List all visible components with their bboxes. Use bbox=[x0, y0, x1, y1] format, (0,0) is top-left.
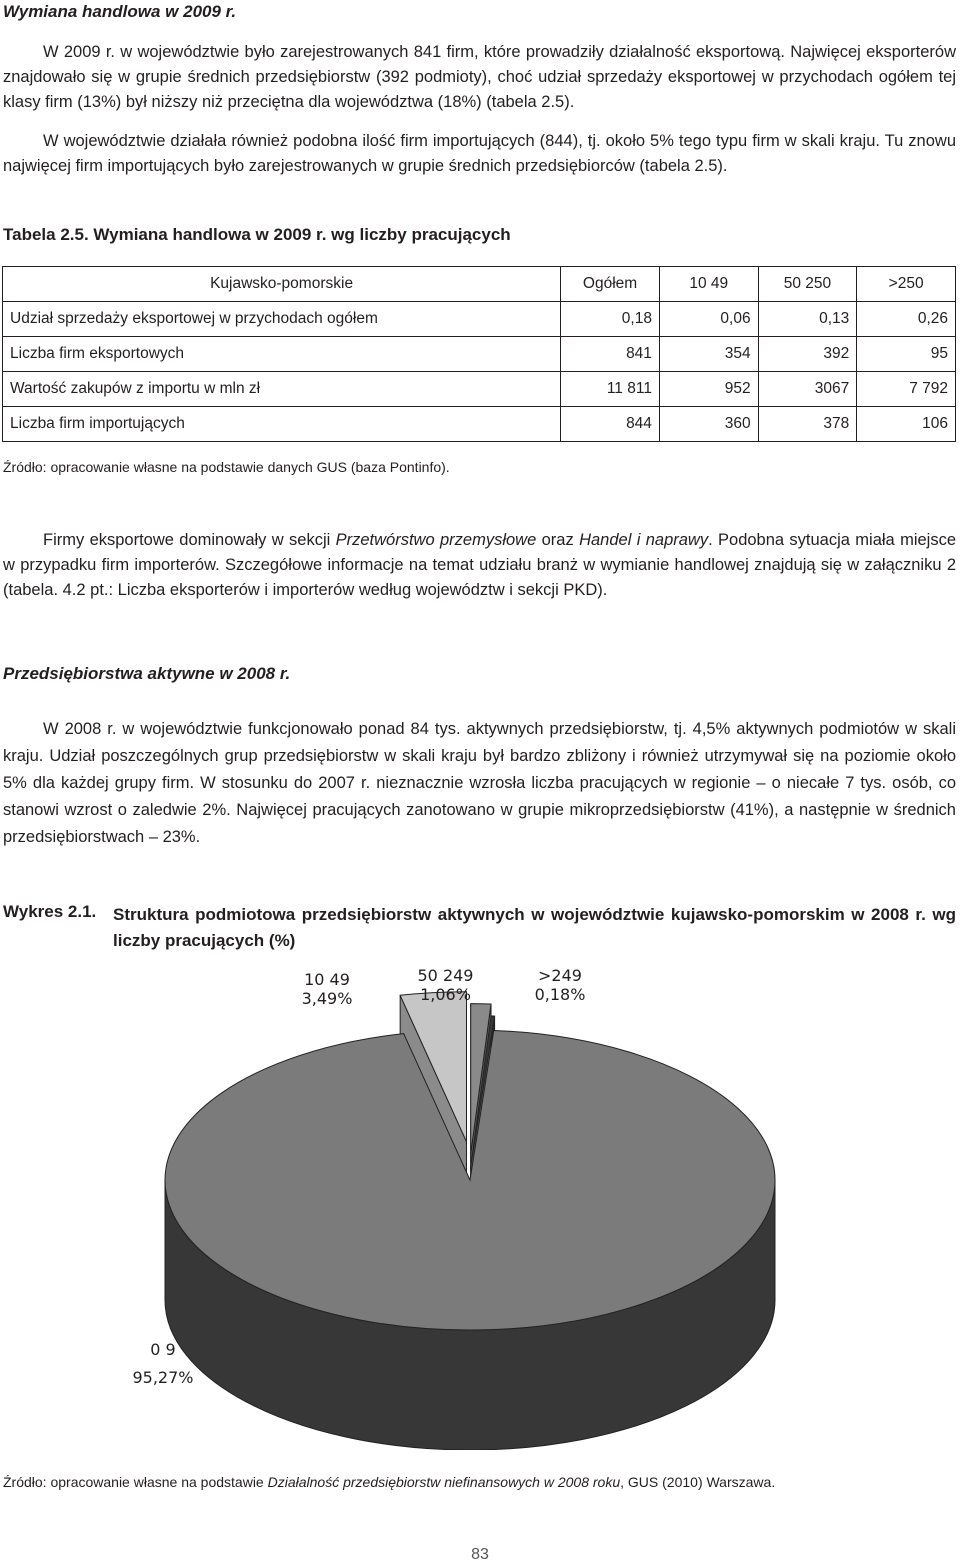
slice-value-label: 3,49% bbox=[301, 989, 353, 1008]
table-header-row bbox=[3, 267, 956, 302]
trade-table bbox=[2, 266, 956, 442]
section-heading-active: Przedsiębiorstwa aktywne w 2008 r. bbox=[3, 664, 291, 683]
source-text: , GUS (2010) Warszawa. bbox=[620, 1474, 776, 1490]
slice-label-0-9 bbox=[118, 1336, 208, 1392]
chart-caption-label: Wykres 2.1. bbox=[3, 902, 97, 921]
source-text: Źródło: opracowanie własne na podstawie bbox=[3, 1474, 268, 1490]
table-cell: 844 bbox=[561, 407, 660, 442]
table-cell: 3067 bbox=[758, 372, 857, 407]
row-label: Udział sprzedaży eksportowej w przychodach ogółem bbox=[3, 302, 561, 337]
row-label: Liczba firm importujących bbox=[3, 407, 561, 442]
pie-slice-0-9 bbox=[165, 1030, 775, 1330]
table-header-cell: >250 bbox=[857, 267, 956, 302]
table-row bbox=[3, 302, 956, 337]
table-caption: Tabela 2.5. Wymiana handlowa w 2009 r. wg liczby pracujących bbox=[3, 225, 511, 244]
paragraph-italic: Handel i naprawy bbox=[579, 531, 709, 549]
slice-category-label: 10 49 bbox=[304, 970, 350, 989]
slice-value-label: 0,18% bbox=[534, 985, 586, 1004]
table-cell: 392 bbox=[758, 337, 857, 372]
table-header-cell: 50 250 bbox=[758, 267, 857, 302]
row-label: Wartość zakupów z importu w mln zł bbox=[3, 372, 561, 407]
paragraph-italic: Przetwórstwo przemysłowe bbox=[335, 531, 537, 549]
table-cell: 7 792 bbox=[857, 372, 956, 407]
slice-category-label: 0 9 bbox=[150, 1340, 176, 1359]
table-cell: 952 bbox=[659, 372, 758, 407]
table-row bbox=[3, 372, 956, 407]
table-cell: 0,06 bbox=[659, 302, 758, 337]
table-header-cell: 10 49 bbox=[659, 267, 758, 302]
paragraph-trade-2: W województwie działała również podobna ilość firm importujących (844), tj. około 5% tego typu firm w skali kraju. Tu znowu najwięcej firm importujących było zarejestrowanych w grupie średnich przedsiębiorców (tabela 2.5). bbox=[3, 132, 956, 175]
table-cell: 360 bbox=[659, 407, 758, 442]
table-cell: 378 bbox=[758, 407, 857, 442]
slice-category-label: >249 bbox=[538, 966, 582, 985]
slice-label-10-49 bbox=[282, 970, 372, 1008]
table-cell: 354 bbox=[659, 337, 758, 372]
slice-label-over-249 bbox=[515, 966, 605, 1004]
table-cell: 841 bbox=[561, 337, 660, 372]
row-label: Liczba firm eksportowych bbox=[3, 337, 561, 372]
source-title: Działalność przedsiębiorstw niefinansowych w 2008 roku bbox=[267, 1474, 621, 1490]
paragraph-text: oraz bbox=[536, 531, 580, 549]
slice-value-label: 95,27% bbox=[132, 1368, 194, 1387]
page-number: 83 bbox=[471, 1546, 489, 1563]
table-source: Źródło: opracowanie własne na podstawie danych GUS (baza Pontinfo). bbox=[3, 459, 450, 475]
table-cell: 0,18 bbox=[561, 302, 660, 337]
table-header-cell: Ogółem bbox=[561, 267, 660, 302]
paragraph-trade-1: W 2009 r. w województwie było zarejestrowanych 841 firm, które prowadziły działalność eksportową. Najwięcej eksporterów znajdowało się w grupie średnich przedsiębiorstw (392 podmioty), choć udział sprzedaży eksportowej w przychodach ogółem tej klasy firm (13%) był niższy niż przeciętna dla województwa (18%) (tabela 2.5). bbox=[3, 43, 956, 111]
section-heading-trade: Wymiana handlowa w 2009 r. bbox=[3, 2, 237, 21]
table-cell: 11 811 bbox=[561, 372, 660, 407]
slice-label-50-249 bbox=[398, 966, 493, 1004]
table-header-cell: Kujawsko-pomorskie bbox=[3, 267, 561, 302]
table-cell: 106 bbox=[857, 407, 956, 442]
paragraph-text: . Podobna sytuacja miała miejsce w przypadku firm importerów. Szczegółowe informacje na temat udziału branż w wymianie handlowej znajdują się w załączniku 2 (tabela. 4.2 pt.: Liczba eksporterów i importerów według województw i sekcji PKD). bbox=[3, 531, 956, 599]
paragraph-sectors bbox=[3, 528, 956, 603]
table-cell: 0,13 bbox=[758, 302, 857, 337]
table-row bbox=[3, 407, 956, 442]
paragraph-active: W 2008 r. w województwie funkcjonowało ponad 84 tys. aktywnych przedsiębiorstw, tj. 4,5% aktywnych podmiotów w skali kraju. Udział poszczególnych grup przedsiębiorstw w skali kraju był bardzo zbliżony i również utrzymywał się na poziomie około 5% dla każdej grupy firm. W stosunku do 2007 r. nieznacznie wzrosła liczba pracujących w regionie – o niecałe 7 tys. osób, co stanowi wzrost o zaledwie 2%. Najwięcej pracujących zanotowano w grupie mikroprzedsiębiorstw (41%), a następnie w średnich przedsiębiorstwach – 23%. bbox=[3, 720, 956, 846]
table-cell: 95 bbox=[857, 337, 956, 372]
slice-value-label: 1,06% bbox=[420, 985, 471, 1004]
chart-source bbox=[3, 1474, 775, 1490]
table-row bbox=[3, 337, 956, 372]
chart-caption-title: Struktura podmiotowa przedsiębiorstw aktywnych w województwie kujawsko-pomorskim w 2008 r. wg liczby pracujących (%) bbox=[113, 905, 956, 950]
table-cell: 0,26 bbox=[857, 302, 956, 337]
paragraph-text: Firmy eksportowe dominowały w sekcji bbox=[43, 531, 336, 549]
slice-category-label: 50 249 bbox=[417, 966, 474, 985]
